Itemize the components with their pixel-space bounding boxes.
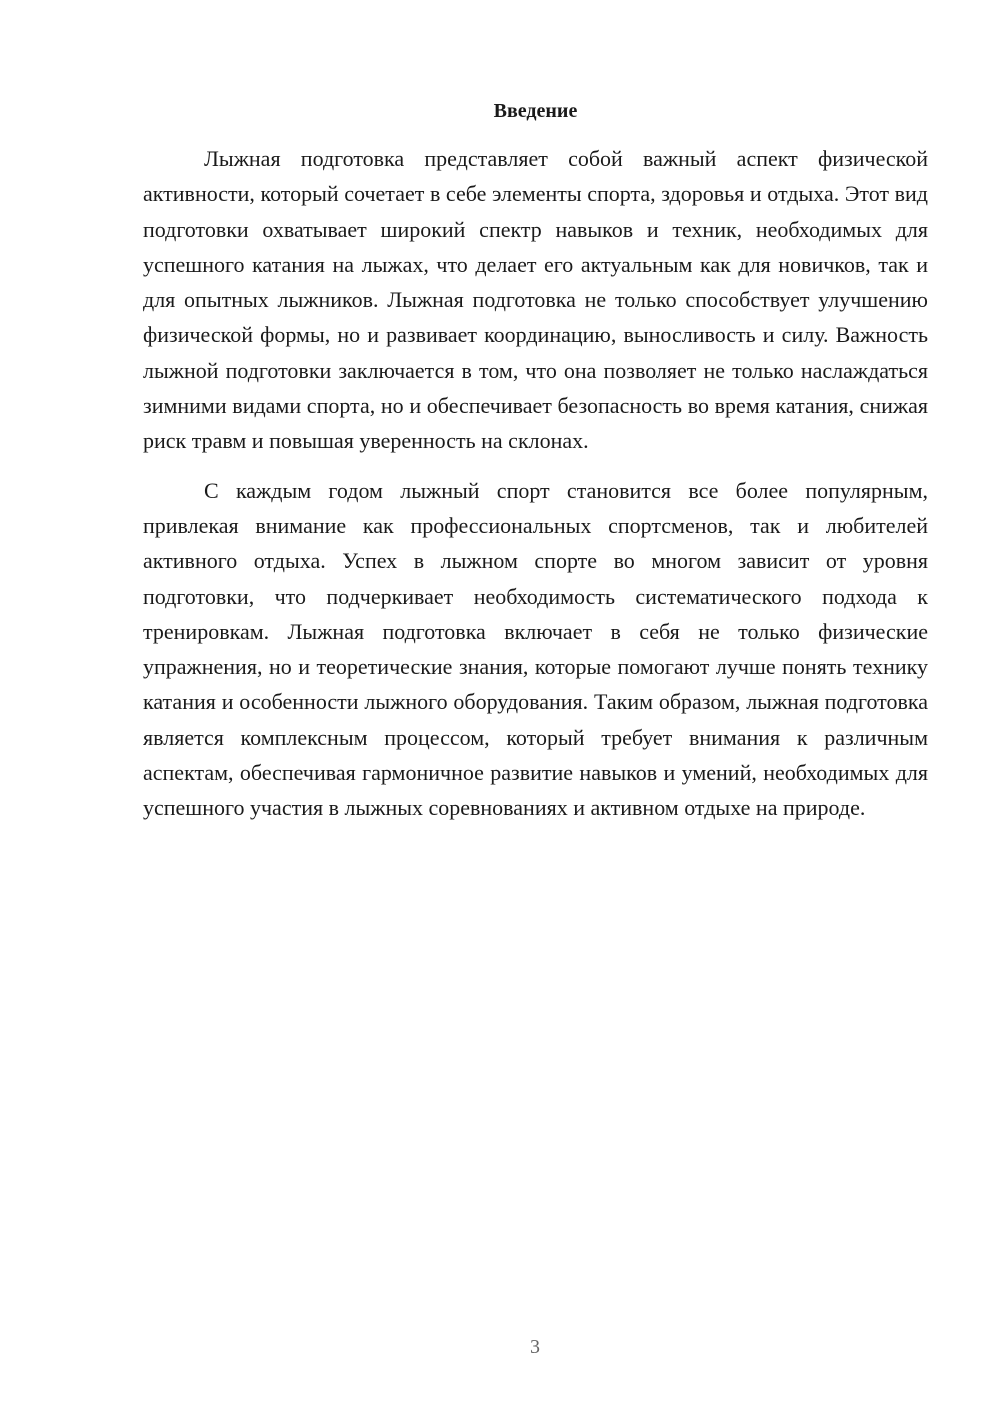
paragraph-2: С каждым годом лыжный спорт становится все более популярным, привлекая внимание как профессиональных спортсменов, так и любителей активного отдыха. Успех в лыжном спорте во многом зависит от уровня подготовки, что подчеркивает необходимость систематического подхода к тренировкам. Лыжная подготовка включает в себя не только физические упражнения, но и теоретические знания, которые помогают лучше понять технику катания и особенности лыжного оборудования. Таким образом, лыжная подготовка является комплексным процессом, который требует внимания к различным аспектам, обеспечивая гармоничное развитие навыков и умений, необходимых для успешного участия в лыжных соревнованиях и активном отдыхе на природе. <box>143 477 928 821</box>
body-text <box>143 141 928 826</box>
paragraph-1: Лыжная подготовка представляет собой важный аспект физической активности, который сочетает в себе элементы спорта, здоровья и отдыха. Этот вид подготовки охватывает широкий спектр навыков и техник, необходимых для успешного катания на лыжах, что делает его актуальным как для новичков, так и для опытных лыжников. Лыжная подготовка не только способствует улучшению физической формы, но и развивает координацию, выносливость и силу. Важность лыжной подготовки заключается в том, что она позволяет не только наслаждаться зимними видами спорта, но и обеспечивает безопасность во время катания, снижая риск травм и повышая уверенность на склонах. <box>143 146 928 454</box>
section-title: Введение <box>493 100 578 122</box>
page-number: 3 <box>530 1336 540 1358</box>
